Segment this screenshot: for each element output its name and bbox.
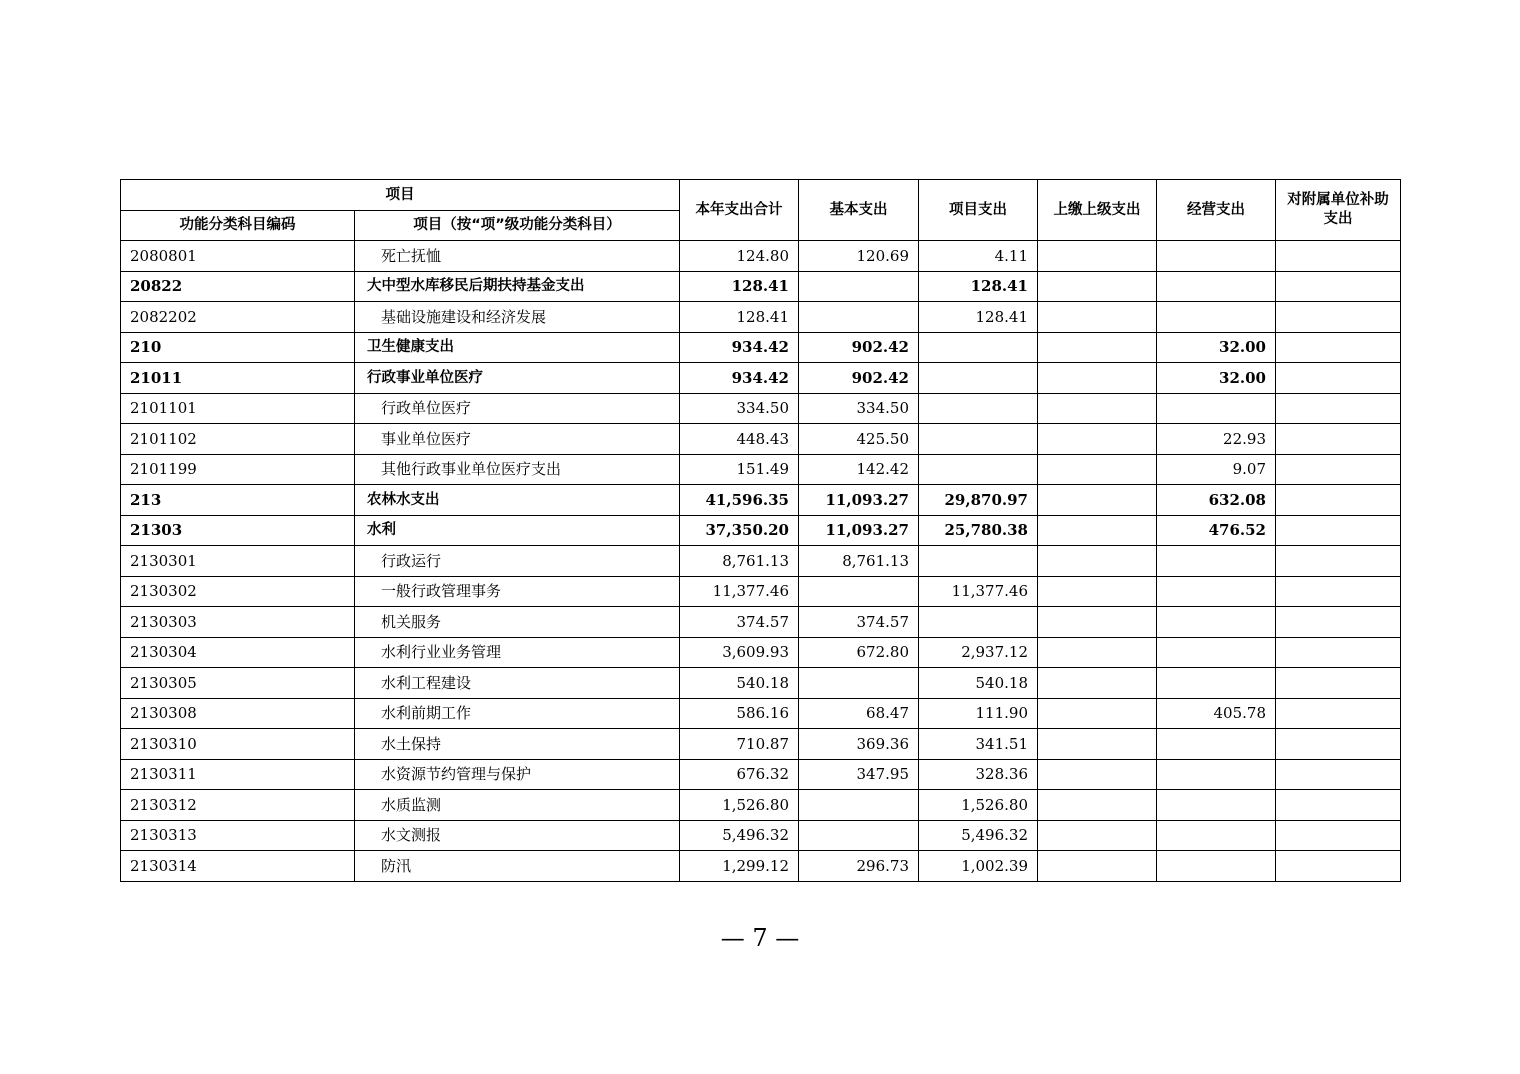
cell-subsidy [1276,332,1401,363]
cell-operating: 32.00 [1157,332,1276,363]
cell-basic [799,271,919,302]
cell-project: 5,496.32 [919,820,1038,851]
cell-code: 2130310 [121,729,355,760]
cell-operating: 476.52 [1157,515,1276,546]
cell-basic: 902.42 [799,332,919,363]
cell-upper [1038,393,1157,424]
cell-total: 934.42 [680,332,799,363]
cell-total: 41,596.35 [680,485,799,516]
cell-item-name: 水利工程建设 [355,668,680,699]
cell-subsidy [1276,698,1401,729]
cell-operating [1157,271,1276,302]
cell-upper [1038,515,1157,546]
cell-project: 128.41 [919,271,1038,302]
cell-code: 2130301 [121,546,355,577]
cell-project: 540.18 [919,668,1038,699]
cell-subsidy [1276,820,1401,851]
table-row [121,241,1401,272]
cell-subsidy [1276,241,1401,272]
cell-upper [1038,576,1157,607]
table-row [121,790,1401,821]
cell-upper [1038,790,1157,821]
cell-item-name: 水资源节约管理与保护 [355,759,680,790]
cell-subsidy [1276,515,1401,546]
cell-subsidy [1276,485,1401,516]
cell-item-name: 事业单位医疗 [355,424,680,455]
table-row [121,363,1401,394]
cell-total: 151.49 [680,454,799,485]
cell-basic [799,820,919,851]
cell-upper [1038,729,1157,760]
cell-upper [1038,851,1157,882]
cell-upper [1038,332,1157,363]
cell-total: 1,299.12 [680,851,799,882]
cell-code: 2130312 [121,790,355,821]
header-code: 功能分类科目编码 [121,210,355,241]
cell-total: 1,526.80 [680,790,799,821]
cell-total: 540.18 [680,668,799,699]
header-item-name: 项目（按“项”级功能分类科目） [355,210,680,241]
cell-code: 21011 [121,363,355,394]
cell-code: 2130305 [121,668,355,699]
cell-upper [1038,424,1157,455]
cell-operating [1157,851,1276,882]
cell-basic [799,302,919,333]
cell-basic: 374.57 [799,607,919,638]
cell-item-name: 防汛 [355,851,680,882]
cell-basic: 120.69 [799,241,919,272]
cell-total: 124.80 [680,241,799,272]
table-row [121,698,1401,729]
table-row [121,302,1401,333]
cell-code: 2130302 [121,576,355,607]
cell-subsidy [1276,363,1401,394]
cell-code: 2130313 [121,820,355,851]
cell-basic: 11,093.27 [799,485,919,516]
header-row-1 [121,180,1401,211]
cell-item-name: 其他行政事业单位医疗支出 [355,454,680,485]
cell-item-name: 水利 [355,515,680,546]
cell-code: 210 [121,332,355,363]
cell-operating [1157,729,1276,760]
cell-total: 3,609.93 [680,637,799,668]
table-row [121,637,1401,668]
cell-total: 448.43 [680,424,799,455]
table-row [121,393,1401,424]
table-row [121,546,1401,577]
cell-upper [1038,607,1157,638]
table-row [121,485,1401,516]
cell-basic: 142.42 [799,454,919,485]
cell-operating: 32.00 [1157,363,1276,394]
table-row [121,576,1401,607]
cell-upper [1038,546,1157,577]
cell-subsidy [1276,454,1401,485]
cell-upper [1038,637,1157,668]
cell-item-name: 大中型水库移民后期扶持基金支出 [355,271,680,302]
cell-item-name: 卫生健康支出 [355,332,680,363]
cell-project: 2,937.12 [919,637,1038,668]
cell-upper [1038,454,1157,485]
cell-total: 710.87 [680,729,799,760]
cell-code: 2101102 [121,424,355,455]
cell-project [919,332,1038,363]
table-row [121,668,1401,699]
header-operating: 经营支出 [1157,180,1276,241]
cell-operating [1157,668,1276,699]
cell-total: 5,496.32 [680,820,799,851]
cell-subsidy [1276,851,1401,882]
cell-total: 8,761.13 [680,546,799,577]
cell-subsidy [1276,271,1401,302]
cell-total: 11,377.46 [680,576,799,607]
cell-project [919,424,1038,455]
cell-operating [1157,790,1276,821]
cell-subsidy [1276,759,1401,790]
cell-item-name: 水利前期工作 [355,698,680,729]
cell-subsidy [1276,607,1401,638]
cell-item-name: 农林水支出 [355,485,680,516]
table-row [121,515,1401,546]
cell-total: 934.42 [680,363,799,394]
cell-operating [1157,546,1276,577]
cell-total: 37,350.20 [680,515,799,546]
cell-item-name: 水质监测 [355,790,680,821]
cell-operating: 9.07 [1157,454,1276,485]
cell-total: 586.16 [680,698,799,729]
cell-basic [799,668,919,699]
cell-basic: 369.36 [799,729,919,760]
cell-code: 2130303 [121,607,355,638]
cell-item-name: 水利行业业务管理 [355,637,680,668]
cell-operating: 22.93 [1157,424,1276,455]
cell-upper [1038,241,1157,272]
header-basic: 基本支出 [799,180,919,241]
header-project: 项目支出 [919,180,1038,241]
cell-project: 1,526.80 [919,790,1038,821]
table-row [121,759,1401,790]
cell-code: 2130308 [121,698,355,729]
page-number: — 7 — [720,924,800,952]
cell-basic [799,790,919,821]
cell-total: 374.57 [680,607,799,638]
cell-subsidy [1276,790,1401,821]
cell-operating: 405.78 [1157,698,1276,729]
cell-basic: 8,761.13 [799,546,919,577]
cell-subsidy [1276,668,1401,699]
cell-basic: 11,093.27 [799,515,919,546]
header-upper: 上缴上级支出 [1038,180,1157,241]
cell-total: 128.41 [680,271,799,302]
cell-item-name: 死亡抚恤 [355,241,680,272]
cell-project: 328.36 [919,759,1038,790]
table-row [121,332,1401,363]
table-row [121,820,1401,851]
cell-project [919,454,1038,485]
cell-upper [1038,759,1157,790]
cell-project: 4.11 [919,241,1038,272]
cell-code: 20822 [121,271,355,302]
cell-operating [1157,302,1276,333]
table-row [121,729,1401,760]
cell-project: 25,780.38 [919,515,1038,546]
cell-basic: 347.95 [799,759,919,790]
cell-code: 2130311 [121,759,355,790]
cell-code: 2101101 [121,393,355,424]
cell-subsidy [1276,424,1401,455]
cell-operating [1157,576,1276,607]
cell-operating [1157,820,1276,851]
cell-code: 2080801 [121,241,355,272]
cell-project: 11,377.46 [919,576,1038,607]
table-row [121,851,1401,882]
cell-project [919,607,1038,638]
cell-subsidy [1276,302,1401,333]
cell-upper [1038,820,1157,851]
table-row [121,607,1401,638]
cell-basic [799,576,919,607]
cell-basic: 672.80 [799,637,919,668]
header-total: 本年支出合计 [680,180,799,241]
cell-project: 111.90 [919,698,1038,729]
cell-operating [1157,607,1276,638]
cell-operating [1157,241,1276,272]
cell-subsidy [1276,546,1401,577]
cell-item-name: 行政单位医疗 [355,393,680,424]
cell-upper [1038,302,1157,333]
table-row [121,454,1401,485]
cell-subsidy [1276,393,1401,424]
header-item-group: 项目 [121,180,680,211]
cell-total: 128.41 [680,302,799,333]
cell-item-name: 一般行政管理事务 [355,576,680,607]
cell-basic: 334.50 [799,393,919,424]
cell-code: 2082202 [121,302,355,333]
cell-code: 2130314 [121,851,355,882]
cell-code: 21303 [121,515,355,546]
cell-code: 213 [121,485,355,516]
cell-subsidy [1276,729,1401,760]
cell-basic: 296.73 [799,851,919,882]
cell-project: 341.51 [919,729,1038,760]
cell-operating: 632.08 [1157,485,1276,516]
cell-project: 128.41 [919,302,1038,333]
table-body [121,241,1401,882]
cell-project [919,546,1038,577]
cell-basic: 425.50 [799,424,919,455]
cell-project [919,393,1038,424]
cell-total: 334.50 [680,393,799,424]
cell-operating [1157,393,1276,424]
cell-upper [1038,698,1157,729]
cell-operating [1157,759,1276,790]
cell-basic: 902.42 [799,363,919,394]
cell-code: 2130304 [121,637,355,668]
cell-item-name: 机关服务 [355,607,680,638]
header-subsidy: 对附属单位补助支出 [1276,180,1401,241]
cell-project: 29,870.97 [919,485,1038,516]
cell-basic: 68.47 [799,698,919,729]
cell-item-name: 水文测报 [355,820,680,851]
cell-subsidy [1276,576,1401,607]
cell-upper [1038,668,1157,699]
cell-upper [1038,485,1157,516]
cell-subsidy [1276,637,1401,668]
cell-total: 676.32 [680,759,799,790]
cell-code: 2101199 [121,454,355,485]
cell-item-name: 行政运行 [355,546,680,577]
cell-project [919,363,1038,394]
expenditure-table [120,179,1401,882]
table-header [121,180,1401,241]
cell-item-name: 行政事业单位医疗 [355,363,680,394]
cell-upper [1038,363,1157,394]
table-row [121,424,1401,455]
cell-upper [1038,271,1157,302]
cell-operating [1157,637,1276,668]
cell-project: 1,002.39 [919,851,1038,882]
cell-item-name: 水土保持 [355,729,680,760]
cell-item-name: 基础设施建设和经济发展 [355,302,680,333]
table-row [121,271,1401,302]
